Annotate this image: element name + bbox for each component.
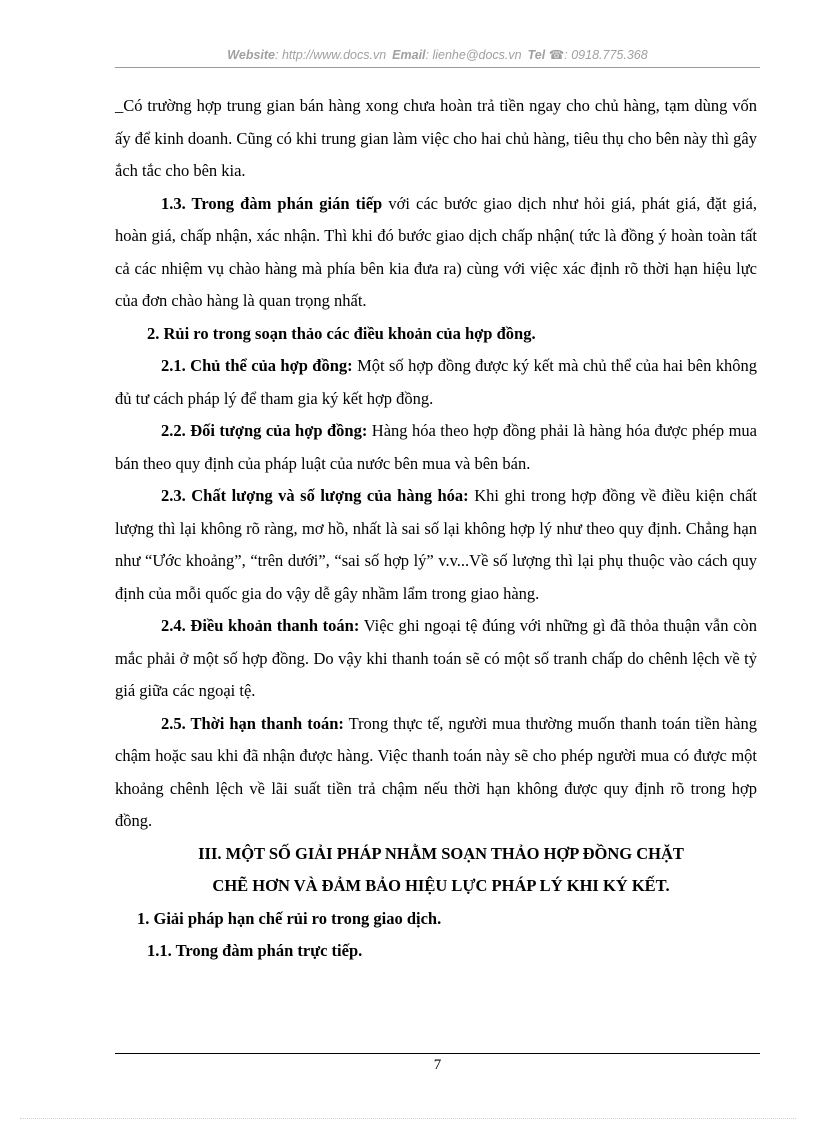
heading-section-3-1: [115, 903, 757, 936]
paragraph-2-1: [115, 350, 757, 415]
paragraph-2-4: [115, 610, 757, 708]
phone-icon: ☎: [548, 48, 565, 62]
email-value: : lienhe@docs.vn: [425, 48, 522, 62]
heading-section-2: [115, 318, 757, 351]
heading-3-1-1: 1.1. Trong đàm phán trực tiếp.: [147, 941, 363, 960]
text-2-3: Khi ghi trong hợp đồng về điều kiện chất lượng thì lại không rõ ràng, mơ hồ, nhất là sai số lại không hợp lý như theo quy định. Chẳng hạn như “Ước khoảng”, “trên dưới”, “sai số hợp lý” v.v...Về số lượng thì lại phụ thuộc vào cách quy định của mỗi quốc gia do vậy dễ gây nhầm lẩm trong giao hàng.: [115, 486, 757, 603]
text-2-1: Một số hợp đồng được ký kết mà chủ thể của hai bên không đủ tư cách pháp lý để tham gia ký kết hợp đồng.: [115, 356, 757, 408]
tel-value: : 0918.775.368: [564, 48, 648, 62]
footer-divider: [115, 1053, 760, 1054]
text-2-2: Hàng hóa theo hợp đồng phải là hàng hóa được phép mua bán theo quy định của pháp luật của nước bên mua và bên bán.: [115, 421, 757, 473]
heading-2-3: 2.3. Chất lượng và số lượng của hàng hóa:: [161, 486, 469, 505]
paragraph-intermediary: _Có trường hợp trung gian bán hàng xong chưa hoàn trả tiền ngay cho chủ hàng, tạm dùng vốn ấy để kinh doanh. Cũng có khi trung gian làm việc cho hai chủ hàng, tiêu thụ cho bên này thì gây ắch tắc cho bên kia.: [115, 96, 757, 180]
document-body: [115, 90, 757, 968]
tel-label: Tel: [527, 48, 546, 62]
heading-1-3: 1.3. Trong đàm phán gián tiếp: [161, 193, 383, 213]
paragraph-2-5: [115, 708, 757, 838]
heading-2-1: 2.1. Chủ thể của hợp đồng:: [161, 356, 353, 375]
text-2-4: Việc ghi ngoại tệ đúng với những gì đã thỏa thuận vẫn còn mắc phải ở một số hợp đồng. Do vậy khi thanh toán sẽ có một số tranh chấp do chênh lệch về tỷ giá giữa các ngoại tệ.: [115, 616, 757, 700]
page-number: 7: [433, 1057, 442, 1073]
heading-2-2: 2.2. Đối tượng của hợp đồng:: [161, 421, 368, 440]
paragraph-2-3: [115, 480, 757, 610]
email-label: Email: [392, 48, 426, 62]
heading-3-1: 1. Giải pháp hạn chế rủi ro trong giao dịch.: [137, 908, 442, 928]
heading-2-5: 2.5. Thời hạn thanh toán:: [161, 713, 344, 733]
paragraph-1-3: [115, 188, 757, 318]
website-value: : http://www.docs.vn: [275, 48, 387, 62]
text-1-3: với các bước giao dịch như hỏi giá, phát giá, đặt giá, hoàn giá, chấp nhận, xác nhận. Thì khi đó bước giao dịch chấp nhận( tức là đồng ý hoàn toàn tất cả các nhiệm vụ chào hàng mà phía bên kia đưa ra) cùng với việc xác định rõ thời hạn hiệu lực của đơn chào hàng là quan trọng nhất.: [115, 193, 758, 310]
heading-2-4: 2.4. Điều khoản thanh toán:: [161, 616, 360, 635]
page-header: [115, 47, 760, 68]
heading-2: 2. Rủi ro trong soạn thảo các điều khoản của hợp đồng.: [147, 323, 536, 343]
text-2-5: Trong thực tế, người mua thường muốn thanh toán tiền hàng chậm hoặc sau khi đã nhận được hàng. Việc thanh toán này sẽ cho phép người mua có được một khoảng chênh lệch về lãi suất tiền trả chậm nếu thời hạn không được quy định rõ trong hợp đồng.: [115, 713, 757, 830]
paragraph-2-2: [115, 415, 757, 480]
website-label: Website: [227, 48, 275, 62]
section-3-title-line-1: III. MỘT SỐ GIẢI PHÁP NHẰM SOẠN THẢO HỢP ĐỒNG CHẶT: [198, 843, 684, 863]
section-3-title-line-2: CHẼ HƠN VÀ ĐẢM BẢO HIỆU LỰC PHÁP LÝ KHI KÝ KẾT.: [212, 876, 670, 895]
page-bottom-dotted-edge: [20, 1118, 796, 1119]
heading-section-3-1-1: [115, 935, 757, 968]
